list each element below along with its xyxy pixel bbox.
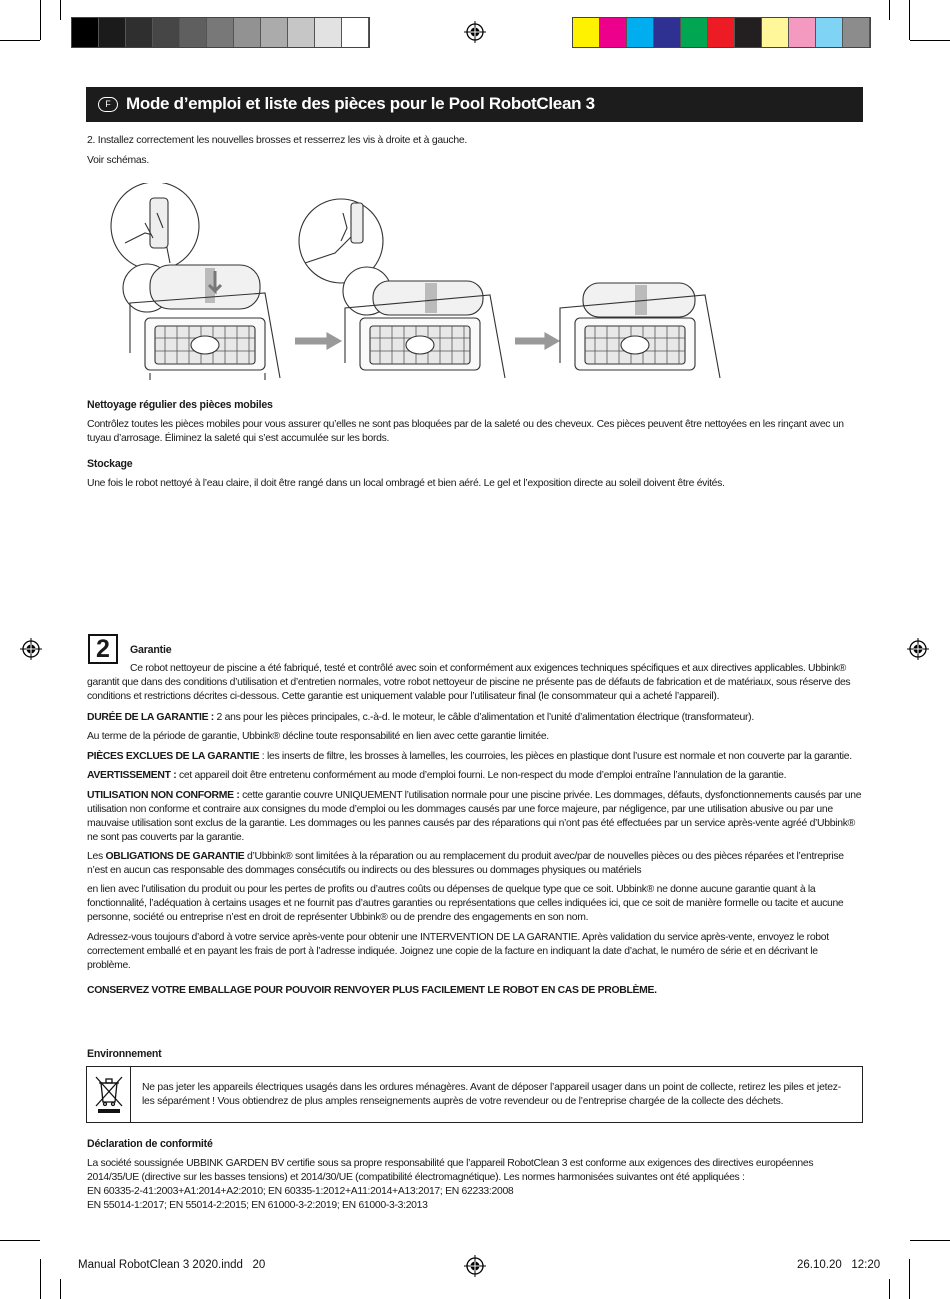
registration-mark-icon (464, 1255, 486, 1277)
instruction-step: 2. Installez correctement les nouvelles brosses et resserrez les vis à droite et à gauche. (87, 135, 468, 146)
crop-mark (889, 1279, 890, 1299)
color-swatch (207, 18, 234, 47)
crop-mark (909, 0, 910, 40)
storage-text: Une fois le robot nettoyé à l’eau claire, il doit être rangé dans un local ombragé et bien aéré. Le gel et l’exposition directe au soleil doivent être évités. (87, 478, 725, 489)
crop-mark (60, 0, 61, 20)
color-swatch (234, 18, 261, 47)
color-swatch (99, 18, 126, 47)
section-header-banner (86, 87, 863, 122)
footer-datetime: 26.10.20 12:20 (797, 1259, 881, 1271)
storage-heading: Stockage (87, 458, 133, 470)
crop-mark (0, 40, 40, 41)
environment-heading: Environnement (87, 1048, 162, 1060)
color-swatch (72, 18, 99, 47)
color-swatch (789, 18, 816, 47)
warranty-excluded-parts: PIÈCES EXCLUES DE LA GARANTIE : les inserts de filtre, les brosses à lamelles, les courroies, les pièces en plastique dont l’usure est normale et non couverte par la garantie. (87, 751, 852, 762)
crop-mark (910, 40, 950, 41)
warranty-obligations: Les OBLIGATIONS DE GARANTIE d’Ubbink® sont limitées à la réparation ou au remplacement du produit avec/par de nouvelles pièces ou des pièces réparées et l’entreprise n’est en aucun cas responsable des dommages consécutifs ou indirects ou des blessures ou dommages physiques ou matériels (87, 851, 844, 876)
conformity-text: La société soussignée UBBINK GARDEN BV certifie sous sa propre responsabilité que l’appareil RobotClean 3 est conforme aux exigences des directives européennes 2014/35/UE (directive sur les basses tensions) et 2014/30/UE (compatibilité électromagnétique). Les normes harmonisées suivantes ont été appliquées : (87, 1158, 814, 1183)
color-swatch (315, 18, 342, 47)
color-swatch (735, 18, 762, 47)
registration-mark-icon (20, 638, 42, 660)
language-badge: F (98, 97, 118, 112)
warranty-warning: AVERTISSEMENT : cet appareil doit être entretenu conformément au mode d’emploi fourni. Le non-respect du mode d’emploi entraîne l’annulation de la garantie. (87, 770, 787, 781)
packaging-notice: CONSERVEZ VOTRE EMBALLAGE POUR POUVOIR RENVOYER PLUS FACILEMENT LE ROBOT EN CAS DE PROBLÈME. (87, 985, 657, 996)
section-number-badge: 2 (88, 634, 118, 664)
cleaning-text: Contrôlez toutes les pièces mobiles pour vous assurer qu’elles ne sont pas bloquées par de la saleté ou des cheveux. Ces pièces peuvent être nettoyées en les rinçant avec un tuyau d’arrosage. Éliminez la saleté qui s’est accumulée sur les bords. (87, 419, 844, 444)
registration-mark-icon (464, 21, 486, 43)
color-swatch (342, 18, 369, 47)
warranty-end-text: Au terme de la période de garantie, Ubbink® décline toute responsabilité en lien avec cette garantie limitée. (87, 731, 549, 742)
color-swatch (681, 18, 708, 47)
warranty-liability: en lien avec l’utilisation du produit ou pour les pertes de profits ou d’autres coûts ou dépenses de quelque type que ce soit. Ubbink® ne donne aucune garantie quant à la fonctionnalité, l’adéquation à certains usages et ne fournit pas d’autres garanties ou représentations que celles indiquées ici, que ce soit de manière formelle ou tacite et aucune personne, société ou entreprise n’est en droit de représenter Ubbink® ou de prendre des engagements en son nom. (87, 884, 844, 923)
registration-mark-icon (907, 638, 929, 660)
process-color-bar (572, 17, 871, 48)
cleaning-heading: Nettoyage régulier des pièces mobiles (87, 399, 273, 411)
environment-text: Ne pas jeter les appareils électriques usagés dans les ordures ménagères. Avant de déposer l’appareil usager dans un point de collecte, retirez les piles et jetez-les séparément ! Vous obtiendrez de plus amples renseignements auprès de votre revendeur ou de l’entreprise chargée de la collecte des déchets. (142, 1082, 841, 1107)
color-swatch (708, 18, 735, 47)
color-swatch (600, 18, 627, 47)
color-swatch (573, 18, 600, 47)
page-title: Mode d’emploi et liste des pièces pour le Pool RobotClean 3 (126, 94, 595, 113)
warranty-intro: Ce robot nettoyeur de piscine a été fabriqué, testé et contrôlé avec soin et conformément aux exigences techniques spécifiques et aux directives applicables. Ubbink® garantit que dans des conditions d’utilisation et d’entretien normales, votre robot nettoyeur de piscine ne présente pas de défauts de fabrication et de matériaux, sous réserve des conditions et restrictions décrites ci-dessous. Cette garantie est uniquement valable pour l’utilisateur final (le consommateur qui a acheté l’appareil). (87, 663, 851, 702)
warranty-contact: Adressez-vous toujours d’abord à votre service après-vente pour obtenir une INTERVENTION DE LA GARANTIE. Après validation du service après-vente, envoyez le robot correctement emballé et en payant les frais de port à l’adresse indiquée. Joignez une copie de la facture en indiquant la date d’achat, le numéro de série et en décrivant le problème. (87, 932, 829, 971)
weee-icon-cell (87, 1067, 131, 1122)
see-diagrams-note: Voir schémas. (87, 155, 150, 166)
crop-mark (60, 1279, 61, 1299)
grayscale-color-bar (71, 17, 370, 48)
crop-mark (909, 1259, 910, 1299)
color-swatch (627, 18, 654, 47)
color-swatch (762, 18, 789, 47)
color-swatch (816, 18, 843, 47)
crop-mark (889, 0, 890, 20)
crop-mark (40, 0, 41, 40)
warranty-duration: DURÉE DE LA GARANTIE : 2 ans pour les pièces principales, c.-à-d. le moteur, le câble d’alimentation et l’unité d’alimentation électrique (transformateur). (87, 712, 754, 723)
color-swatch (654, 18, 681, 47)
environment-notice-box (86, 1066, 863, 1123)
brush-installation-diagram (105, 183, 735, 380)
conformity-norms-1: EN 60335-2-41:2003+A1:2014+A2:2010; EN 60335-1:2012+A11:2014+A13:2017; EN 62233:2008 (87, 1186, 514, 1197)
footer-filename: Manual RobotClean 3 2020.indd 20 (78, 1259, 266, 1271)
color-swatch (843, 18, 870, 47)
conformity-heading: Déclaration de conformité (87, 1138, 213, 1150)
color-swatch (126, 18, 153, 47)
warranty-heading: Garantie (130, 644, 172, 656)
weee-crossed-bin-icon (94, 1074, 124, 1114)
color-swatch (180, 18, 207, 47)
crop-mark (0, 1240, 40, 1241)
crop-mark (910, 1240, 950, 1241)
color-swatch (261, 18, 288, 47)
color-swatch (153, 18, 180, 47)
color-swatch (288, 18, 315, 47)
crop-mark (40, 1259, 41, 1299)
warranty-misuse: UTILISATION NON CONFORME : cette garantie couvre UNIQUEMENT l’utilisation normale pour une piscine privée. Les dommages, défauts, dysfonctionnements causés par une utilisation non conforme et contraire aux consignes du mode d’emploi ou les dommages causés par une force majeure, par négligence, par une utilisation abusive ou par une mauvaise utilisation sont exclus de la garantie. Les dommages ou les pannes causés par des réparations qui n’ont pas été effectuées par un service après-vente agréé d’Ubbink® ne sont pas couverts par la garantie. (87, 790, 862, 843)
conformity-norms-2: EN 55014-1:2017; EN 55014-2:2015; EN 61000-3-2:2019; EN 61000-3-3:2013 (87, 1200, 428, 1211)
